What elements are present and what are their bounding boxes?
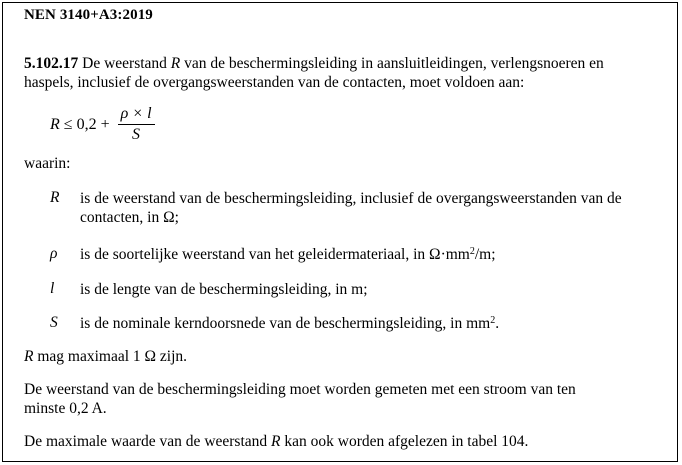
definition-text: is de nominale kerndoorsnede van de beschermingsleiding, in $mm^2$. xyxy=(80,315,500,332)
definition-symbol: R xyxy=(50,189,60,206)
where-label: waarin: xyxy=(24,155,71,172)
definition-symbol: ρ xyxy=(50,245,58,262)
clause-paragraph xyxy=(24,54,644,92)
definition-text: is de weerstand van de beschermingsleiding, inclusief de overgangsweerstanden van de contacten, in Ω; xyxy=(80,190,622,226)
standard-title: NEN 3140+A3:2019 xyxy=(24,7,153,23)
clause-symbol-r: R xyxy=(170,55,181,72)
resistance-formula xyxy=(50,105,155,144)
table-reference-note: De maximale waarde van de weerstand R kan ook worden afgelezen in tabel 104. xyxy=(24,433,529,450)
definition-symbol: l xyxy=(50,280,55,297)
max-resistance-note: R mag maximaal 1 Ω zijn. xyxy=(24,348,188,365)
definition-text: is de soortelijke weerstand van het geleidermateriaal, in $\Omega\cdot mm^2/m$; xyxy=(80,246,496,263)
clause-number: 5.102.17 xyxy=(24,55,79,72)
formula-numerator: ρ × l xyxy=(118,105,155,125)
clause-text-1: De weerstand xyxy=(78,55,171,72)
definition-symbol: S xyxy=(50,314,58,331)
measurement-note: De weerstand van de beschermingsleiding moet worden gemeten met een stroom van ten minste 0,2 A. xyxy=(24,381,576,417)
formula-denominator: S xyxy=(132,126,141,143)
formula-fraction xyxy=(118,105,155,144)
formula-relation: ≤ 0,2 + xyxy=(59,115,114,133)
clause-text-2: van de beschermingsleiding in aansluitleidingen, verlengsnoeren en haspels, inclusief de overgangsweerstanden van de contacten, moet voldoen aan: xyxy=(24,55,604,91)
definition-text: is de lengte van de beschermingsleiding, in m; xyxy=(80,281,368,298)
formula-lhs: R xyxy=(50,115,60,133)
